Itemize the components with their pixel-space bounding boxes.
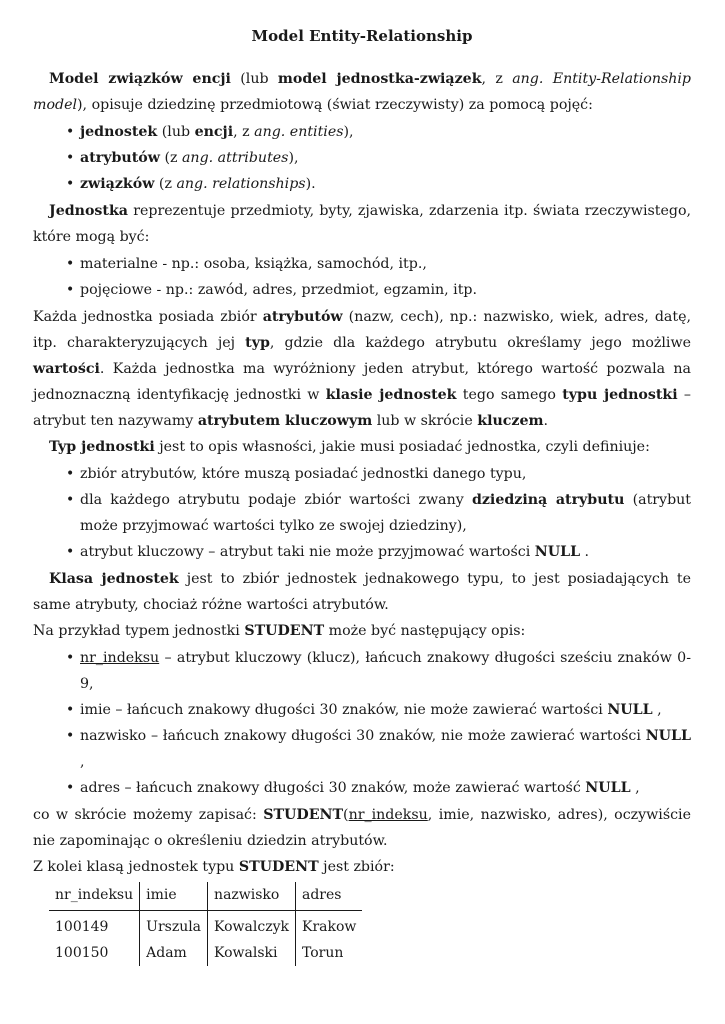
table-cell: Kowalczyk bbox=[208, 911, 296, 941]
table-cell: Krakow bbox=[295, 911, 362, 941]
column-header: imie bbox=[140, 882, 208, 911]
entity-type-paragraph: Typ jednostki jest to opis własności, jakie musi posiadać jednostka, czyli definiuje: bbox=[49, 439, 650, 455]
column-header: nr_indeksu bbox=[49, 882, 140, 911]
table-row bbox=[49, 940, 362, 966]
table-row bbox=[49, 911, 362, 941]
column-header: nazwisko bbox=[208, 882, 296, 911]
list-item: • adres – łańcuch znakowy długości 30 znaków, może zawierać wartość NULL , bbox=[33, 775, 691, 801]
list-item: • jednostek (lub encji, z ang. entities), bbox=[33, 119, 691, 145]
example-paragraph: Na przykład typem jednostki STUDENT może być następujący opis: bbox=[33, 623, 526, 639]
entity-kinds-list bbox=[33, 251, 691, 303]
table-cell: Torun bbox=[295, 940, 362, 966]
student-table bbox=[49, 882, 362, 966]
intro-paragraph: Model związków encji (lub model jednostka-związek, z ang. Entity-Relationship model), opisuje dziedzinę przedmiotową (świat rzeczywisty) za pomocą pojęć: bbox=[33, 71, 691, 113]
list-item: • imie – łańcuch znakowy długości 30 znaków, nie może zawierać wartości NULL , bbox=[33, 697, 691, 723]
table-cell: Urszula bbox=[140, 911, 208, 941]
table-header-row bbox=[49, 882, 362, 911]
list-item: • atrybutów (z ang. attributes), bbox=[33, 145, 691, 171]
list-item: • nr_indeksu – atrybut kluczowy (klucz), łańcuch znakowy długości sześciu znaków 0-9, bbox=[33, 645, 691, 697]
list-item: • zbiór atrybutów, które muszą posiadać jednostki danego typu, bbox=[33, 461, 691, 487]
list-item: • nazwisko – łańcuch znakowy długości 30 znaków, nie może zawierać wartości NULL , bbox=[33, 723, 691, 775]
table-cell: Kowalski bbox=[208, 940, 296, 966]
entity-paragraph: Jednostka reprezentuje przedmioty, byty, zjawiska, zdarzenia itp. świata rzeczywistego, które mogą być: bbox=[33, 203, 691, 245]
table-cell: 100149 bbox=[55, 919, 109, 935]
key-attribute: nr_indeksu bbox=[80, 650, 160, 666]
term-model: Model związków encji bbox=[49, 71, 231, 87]
document-title: Model Entity-Relationship bbox=[251, 27, 473, 45]
list-item: • materialne - np.: osoba, książka, samochód, itp., bbox=[33, 251, 691, 277]
type-definition-list bbox=[33, 461, 691, 565]
list-item: • pojęciowe - np.: zawód, adres, przedmiot, egzamin, itp. bbox=[33, 277, 691, 303]
notation-paragraph: co w skrócie możemy zapisać: STUDENT(nr_indeksu, imie, nazwisko, adres), oczywiście nie zapominając o określeniu dziedzin atrybutów. bbox=[33, 807, 691, 849]
document-page bbox=[33, 26, 691, 966]
table-cell: 100150 bbox=[55, 945, 109, 961]
attributes-paragraph: Każda jednostka posiada zbiór atrybutów (nazw, cech), np.: nazwisko, wiek, adres, datę, itp. charakteryzujących jej typ, gdzie dla każdego atrybutu określamy jego możliwe wartości. Każda jednostka ma wyróżniony jeden atrybut, którego wartość pozwala na jednoznaczną identyfikację jednostki w klasie jednostek tego samego typu jednostki – atrybut ten nazywamy atrybutem kluczowym lub w skrócie kluczem. bbox=[33, 309, 691, 429]
concepts-list bbox=[33, 119, 691, 197]
table-cell: Adam bbox=[140, 940, 208, 966]
column-header: adres bbox=[295, 882, 362, 911]
list-item: • dla każdego atrybutu podaje zbiór wartości zwany dziedziną atrybutu (atrybut może przyjmować wartości tylko ze swojej dziedziny), bbox=[33, 487, 691, 539]
student-attributes-list bbox=[33, 645, 691, 801]
class-set-paragraph: Z kolei klasą jednostek typu STUDENT jest zbiór: bbox=[33, 859, 395, 875]
list-item: • związków (z ang. relationships). bbox=[33, 171, 691, 197]
list-item: • atrybut kluczowy – atrybut taki nie może przyjmować wartości NULL . bbox=[33, 539, 691, 565]
entity-class-paragraph: Klasa jednostek jest to zbiór jednostek jednakowego typu, to jest posiadających te same atrybuty, chociaż różne wartości atrybutów. bbox=[33, 571, 692, 613]
